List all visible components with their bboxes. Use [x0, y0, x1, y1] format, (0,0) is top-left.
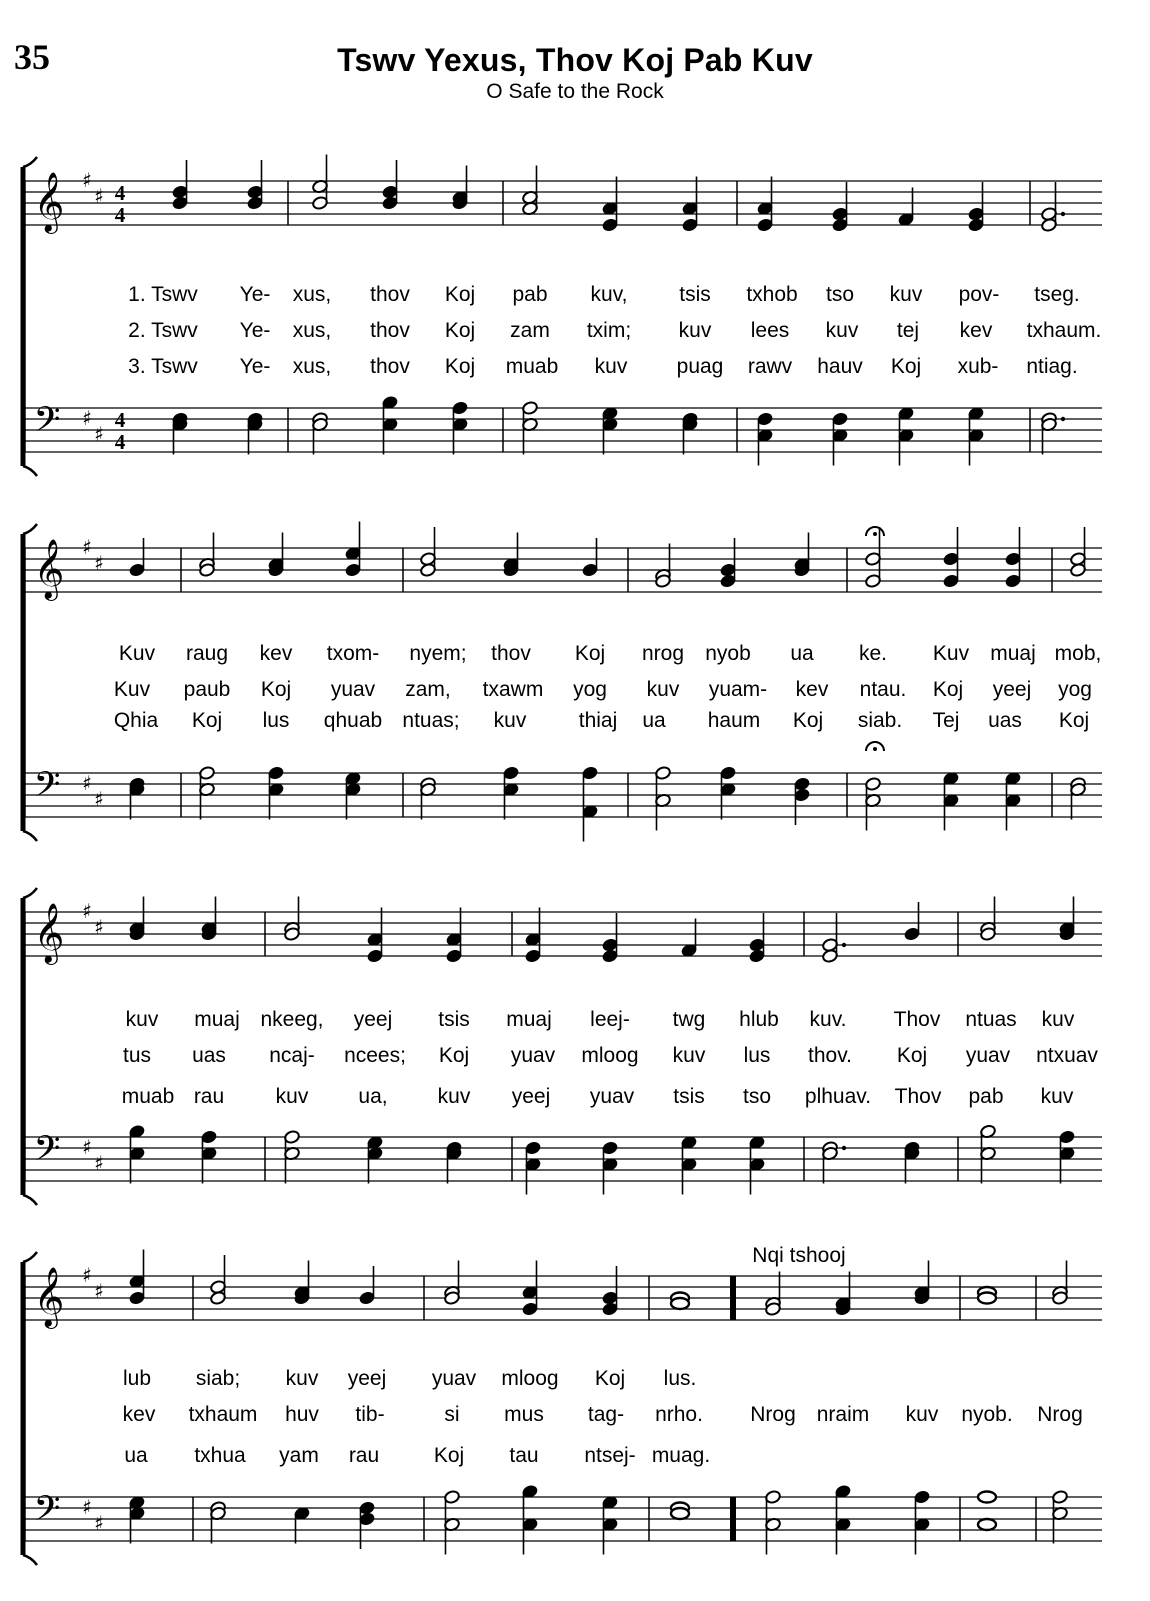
- lyric-syllable: txhob: [746, 283, 798, 306]
- lyric-syllable: kuv.: [809, 1008, 847, 1031]
- lyric-syllable: uas: [192, 1044, 226, 1067]
- lyric-syllable: lees: [750, 319, 790, 342]
- key-signature-sharp: ♯: [94, 1279, 104, 1303]
- bass-clef: 𝄢: [33, 399, 61, 448]
- lyric-syllable: tib-: [355, 1403, 385, 1426]
- lyric-syllable: ncaj-: [269, 1044, 315, 1067]
- bass-clef: 𝄢: [33, 1128, 61, 1177]
- key-signature-sharp: ♯: [82, 168, 92, 192]
- lyric-syllable: yuav: [431, 1367, 477, 1390]
- hymn-subtitle: O Safe to the Rock: [486, 80, 664, 103]
- bass-clef: 𝄢: [33, 764, 61, 813]
- dot: [1061, 417, 1065, 421]
- lyric-syllable: tsis: [679, 283, 711, 306]
- lyric-syllable: lub: [122, 1367, 152, 1390]
- lyric-syllable: thiaj: [578, 709, 618, 732]
- lyric-syllable: 2. Tswv: [128, 319, 198, 342]
- lyric-syllable: txim;: [586, 319, 632, 342]
- whole-notehead: [671, 1298, 689, 1309]
- lyric-syllable: nyem;: [409, 642, 467, 665]
- lyric-syllable: nyob: [705, 642, 751, 665]
- lyric-syllable: puag: [676, 355, 724, 378]
- lyric-syllable: kuv: [1041, 1008, 1075, 1031]
- lyric-syllable: Kuv: [932, 642, 970, 665]
- lyric-syllable: pov-: [958, 283, 1000, 306]
- lyric-syllable: xus,: [292, 355, 332, 378]
- lyric-syllable: rawv: [747, 355, 793, 378]
- lyric-syllable: thov: [491, 642, 531, 665]
- lyric-syllable: tseg.: [1034, 283, 1080, 306]
- lyric-syllable: txhua: [194, 1444, 246, 1467]
- lyric-syllable: txom-: [326, 642, 380, 665]
- lyric-syllable: ntxuav: [1036, 1044, 1098, 1067]
- lyric-syllable: muaj: [990, 642, 1036, 665]
- lyric-syllable: Ye-: [239, 283, 271, 306]
- lyric-syllable: Kuv: [113, 678, 151, 701]
- lyric-syllable: ntuas;: [402, 709, 460, 732]
- lyric-syllable: thov.: [808, 1044, 852, 1067]
- lyric-syllable: zam,: [405, 678, 451, 701]
- lyric-syllable: thov: [370, 319, 410, 342]
- lyric-syllable: muag.: [651, 1444, 711, 1467]
- lyric-syllable: Koj: [260, 678, 292, 701]
- lyric-syllable: 3. Tswv: [128, 355, 198, 378]
- key-signature-sharp: ♯: [82, 899, 92, 923]
- bracket-top-hook: [23, 1252, 37, 1262]
- lyric-syllable: lus.: [663, 1367, 697, 1390]
- lyric-syllable: Koj: [1058, 709, 1090, 732]
- lyric-syllable: xub-: [957, 355, 999, 378]
- lyric-syllable: kuv: [905, 1403, 939, 1426]
- lyric-syllable: nrho.: [655, 1403, 703, 1426]
- lyric-syllable: muaj: [506, 1008, 552, 1031]
- lyric-syllable: kuv: [437, 1085, 471, 1108]
- lyric-syllable: tag-: [587, 1403, 625, 1426]
- lyric-syllable: kuv: [678, 319, 712, 342]
- lyric-syllable: ua: [790, 642, 814, 665]
- lyric-syllable: tsis: [673, 1085, 705, 1108]
- bracket-bottom-hook: [23, 1555, 37, 1565]
- lyric-syllable: kev: [959, 319, 993, 342]
- lyric-syllable: qhuab: [323, 709, 383, 732]
- lyric-syllable: kuv: [594, 355, 628, 378]
- hymn-number: 35: [14, 37, 50, 77]
- whole-notehead: [671, 1508, 689, 1519]
- lyric-syllable: tus: [122, 1044, 152, 1067]
- bracket-top-hook: [23, 888, 37, 898]
- treble-clef: 𝄞: [33, 903, 65, 963]
- lyric-syllable: tej: [896, 319, 920, 342]
- lyric-syllable: ke.: [858, 642, 888, 665]
- time-signature-bottom: 4: [114, 430, 126, 454]
- thick-barline: [730, 1497, 736, 1541]
- lyric-syllable: txhaum: [188, 1403, 258, 1426]
- lyric-syllable: kev: [795, 678, 829, 701]
- key-signature-sharp: ♯: [94, 787, 104, 811]
- lyric-syllable: kuv: [646, 678, 680, 701]
- lyric-syllable: Nrog: [1037, 1403, 1083, 1426]
- key-signature-sharp: ♯: [82, 406, 92, 430]
- lyric-syllable: thov: [370, 355, 410, 378]
- lyric-syllable: zam: [510, 319, 550, 342]
- lyric-syllable: lus: [262, 709, 290, 732]
- lyric-syllable: mloog: [581, 1044, 639, 1067]
- lyric-syllable: twg: [672, 1008, 706, 1031]
- lyric-syllable: Koj: [444, 319, 476, 342]
- lyric-syllable: ncees;: [344, 1044, 406, 1067]
- bracket-bottom-hook: [23, 831, 37, 841]
- lyric-syllable: Koj: [444, 355, 476, 378]
- lyric-syllable: kuv: [493, 709, 527, 732]
- lyric-syllable: tau: [509, 1444, 539, 1467]
- lyric-syllable: ntsej-: [584, 1444, 636, 1467]
- time-signature-top: 4: [114, 181, 126, 205]
- lyric-syllable: ntau.: [859, 678, 907, 701]
- dot: [842, 1146, 846, 1150]
- lyric-syllable: ua,: [358, 1085, 388, 1108]
- lyric-syllable: nrog: [641, 642, 685, 665]
- lyric-syllable: txhaum.: [1026, 319, 1102, 342]
- lyric-syllable: yog: [1058, 678, 1092, 701]
- treble-clef: 𝄞: [33, 172, 65, 232]
- lyric-syllable: mus: [504, 1403, 544, 1426]
- lyric-syllable: yeej: [353, 1008, 393, 1031]
- lyric-syllable: ntuas: [965, 1008, 1017, 1031]
- lyric-syllable: si: [444, 1403, 460, 1426]
- lyric-syllable: Koj: [191, 709, 223, 732]
- lyric-syllable: yeej: [992, 678, 1032, 701]
- lyric-syllable: yuav: [589, 1085, 635, 1108]
- lyric-syllable: kev: [259, 642, 293, 665]
- lyric-syllable: Koj: [438, 1044, 470, 1067]
- lyric-syllable: nkeeg,: [260, 1008, 324, 1031]
- fermata-dot: [873, 532, 877, 536]
- lyric-syllable: tso: [825, 283, 855, 306]
- key-signature-sharp: ♯: [94, 1511, 104, 1535]
- key-signature-sharp: ♯: [94, 551, 104, 575]
- whole-notehead: [978, 1492, 996, 1503]
- treble-clef: 𝄞: [33, 539, 65, 599]
- dot: [1061, 212, 1065, 216]
- lyric-syllable: mob,: [1054, 642, 1102, 665]
- lyric-syllable: haum: [707, 709, 761, 732]
- lyric-syllable: ua: [642, 709, 666, 732]
- whole-notehead: [978, 1293, 996, 1304]
- key-signature-sharp: ♯: [82, 771, 92, 795]
- lyric-syllable: muab: [505, 355, 559, 378]
- lyric-syllable: kuv: [889, 283, 923, 306]
- lyric-syllable: rau: [348, 1444, 380, 1467]
- lyric-syllable: muab: [121, 1085, 175, 1108]
- lyric-syllable: huv: [285, 1403, 319, 1426]
- lyric-syllable: plhuav.: [804, 1085, 872, 1108]
- lyric-syllable: Thov: [894, 1085, 942, 1108]
- lyric-syllable: ua: [124, 1444, 148, 1467]
- lyric-syllable: nraim: [816, 1403, 870, 1426]
- lyric-syllable: kuv: [1040, 1085, 1074, 1108]
- key-signature-sharp: ♯: [82, 1263, 92, 1287]
- treble-clef: 𝄞: [33, 1267, 65, 1327]
- key-signature-sharp: ♯: [94, 422, 104, 446]
- fermata-dot: [873, 747, 877, 751]
- lyric-syllable: kuv: [825, 319, 859, 342]
- ending-label: Nqi tshooj: [752, 1244, 846, 1267]
- lyric-syllable: yuav: [965, 1044, 1011, 1067]
- key-signature-sharp: ♯: [94, 184, 104, 208]
- lyric-syllable: uas: [988, 709, 1022, 732]
- lyric-syllable: lus: [743, 1044, 771, 1067]
- lyric-syllable: Tej: [932, 709, 960, 732]
- lyric-syllable: kuv,: [590, 283, 628, 306]
- lyric-syllable: ntiag.: [1026, 355, 1078, 378]
- lyric-syllable: tso: [742, 1085, 772, 1108]
- lyric-syllable: Koj: [594, 1367, 626, 1390]
- lyric-syllable: Koj: [890, 355, 922, 378]
- lyric-syllable: Qhia: [113, 709, 159, 732]
- lyric-syllable: yuav: [510, 1044, 556, 1067]
- lyric-syllable: pab: [512, 283, 548, 306]
- bracket-top-hook: [23, 157, 37, 167]
- lyric-syllable: Nrog: [750, 1403, 796, 1426]
- lyric-syllable: yog: [573, 678, 607, 701]
- lyric-syllable: kev: [122, 1403, 156, 1426]
- dot: [842, 943, 846, 947]
- lyric-syllable: raug: [185, 642, 229, 665]
- key-signature-sharp: ♯: [94, 1151, 104, 1175]
- lyric-syllable: paub: [183, 678, 231, 701]
- lyric-syllable: Koj: [932, 678, 964, 701]
- thick-barline: [730, 1276, 736, 1320]
- lyric-syllable: yeej: [511, 1085, 551, 1108]
- lyric-syllable: siab.: [857, 709, 903, 732]
- lyric-syllable: siab;: [195, 1367, 241, 1390]
- lyric-syllable: txawm: [482, 678, 544, 701]
- lyric-syllable: Thov: [893, 1008, 941, 1031]
- lyric-syllable: Ye-: [239, 319, 271, 342]
- lyric-syllable: 1. Tswv: [128, 283, 198, 306]
- lyric-syllable: nyob.: [961, 1403, 1013, 1426]
- hymn-title: Tswv Yexus, Thov Koj Pab Kuv: [337, 42, 813, 78]
- lyric-syllable: kuv: [125, 1008, 159, 1031]
- key-signature-sharp: ♯: [82, 535, 92, 559]
- lyric-syllable: hauv: [817, 355, 863, 378]
- lyric-syllable: rau: [193, 1085, 225, 1108]
- lyric-syllable: hlub: [739, 1008, 779, 1031]
- lyric-syllable: yuam-: [708, 678, 768, 701]
- lyric-syllable: kuv: [275, 1085, 309, 1108]
- lyric-syllable: yam: [279, 1444, 319, 1467]
- lyric-syllable: Koj: [444, 283, 476, 306]
- lyric-syllable: thov: [370, 283, 410, 306]
- lyric-syllable: Koj: [896, 1044, 928, 1067]
- lyric-syllable: xus,: [292, 283, 332, 306]
- key-signature-sharp: ♯: [94, 915, 104, 939]
- lyric-syllable: pab: [968, 1085, 1004, 1108]
- lyric-syllable: Kuv: [118, 642, 156, 665]
- time-signature-top: 4: [114, 408, 126, 432]
- bracket-bottom-hook: [23, 466, 37, 476]
- whole-notehead: [978, 1519, 996, 1530]
- time-signature-bottom: 4: [114, 203, 126, 227]
- lyric-syllable: leej-: [590, 1008, 630, 1031]
- lyric-syllable: kuv: [672, 1044, 706, 1067]
- lyric-syllable: yuav: [330, 678, 376, 701]
- key-signature-sharp: ♯: [82, 1495, 92, 1519]
- lyric-syllable: Koj: [792, 709, 824, 732]
- bracket-top-hook: [23, 524, 37, 534]
- lyric-syllable: muaj: [194, 1008, 240, 1031]
- lyric-syllable: tsis: [438, 1008, 470, 1031]
- lyric-syllable: Koj: [574, 642, 606, 665]
- lyric-syllable: kuv: [285, 1367, 319, 1390]
- bass-clef: 𝄢: [33, 1488, 61, 1537]
- lyric-syllable: Koj: [433, 1444, 465, 1467]
- key-signature-sharp: ♯: [82, 1135, 92, 1159]
- lyric-syllable: Ye-: [239, 355, 271, 378]
- lyric-syllable: mloog: [501, 1367, 559, 1390]
- bracket-bottom-hook: [23, 1195, 37, 1205]
- lyric-syllable: xus,: [292, 319, 332, 342]
- lyric-syllable: yeej: [347, 1367, 387, 1390]
